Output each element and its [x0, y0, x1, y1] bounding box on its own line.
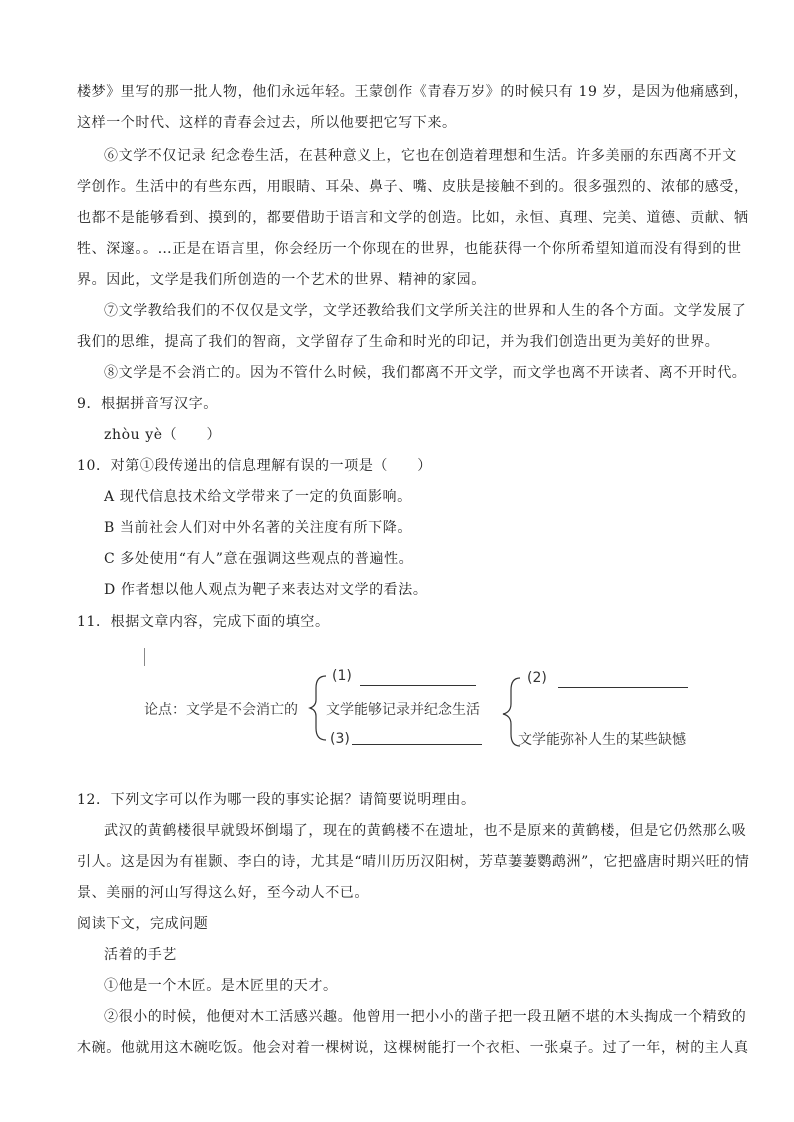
blank-1-label: (1): [332, 668, 352, 684]
article-para-1: ①他是一个木匠。是木匠里的天才。: [104, 978, 338, 994]
evidence-line: 引人。这是因为有崔颢、李白的诗，尤其是“晴川历历汉阳树，芳草萋萋鹦鹉洲”，它把盛唐时期兴旺的情: [77, 854, 750, 870]
right-point: 文学能弥补人生的某些缺憾: [518, 732, 686, 748]
paragraph-8-line: ⑧文学是不会消亡的。因为不管什么时候，我们都离不开文学，而文学也离不开读者、离不开时代。: [104, 365, 747, 381]
paragraph-line: 这样一个时代、这样的青春会过去，所以他要把它写下来。: [77, 115, 457, 131]
middle-point: 文学能够记录并纪念生活: [326, 702, 480, 718]
paragraph-line: 也都不是能够看到、摸到的，都要借助于语言和文学的创造。比如，永恒、真理、完美、道德、贡献、牺: [77, 210, 749, 226]
paragraph-7-line: ⑦文学教给我们的不仅仅是文学，文学还教给我们文学所关注的世界和人生的各个方面。文学发展了: [104, 303, 747, 319]
paragraph-line: 牲、深邃。。…正是在语言里，你会经历一个你现在的世界，也能获得一个你所希望知道而没有得到的世: [77, 241, 742, 257]
argument-diagram: [130, 648, 730, 758]
blank-3-label: (3): [330, 731, 350, 747]
option-d: D 作者想以他人观点为靶子来表达对文学的看法。: [104, 582, 428, 598]
paragraph-line: 学创作。生活中的有些东西，用眼睛、耳朵、鼻子、嘴、皮肤是接触不到的。很多强烈的、浓郁的感受，: [77, 179, 749, 195]
question-9: 9．根据拼音写汉字。: [77, 396, 218, 412]
pinyin-prompt: zhòu yè（ ）: [104, 427, 222, 443]
evidence-line: 武汉的黄鹤楼很早就毁坏倒塌了，现在的黄鹤楼不在遗址，也不是原来的黄鹤楼，但是它仍然那么吸: [104, 823, 747, 839]
paragraph-line: 界。因此，文学是我们所创造的一个艺术的世界、精神的家园。: [77, 272, 486, 288]
paragraph-line: 楼梦》里写的那一批人物，他们永远年轻。王蒙创作《青春万岁》的时候只有 19 岁，是因为他痛感到，: [77, 84, 749, 100]
question-10: 10．对第①段传递出的信息理解有误的一项是（ ）: [77, 458, 432, 474]
article-para-2: ②很小的时候，他便对木工活感兴趣。他曾用一把小小的凿子把一段丑陋不堪的木头掏成一个精致的: [104, 1009, 747, 1025]
reading-instruction: 阅读下文，完成问题: [77, 916, 209, 932]
blank-2-label: (2): [527, 670, 547, 686]
option-c: C 多处使用“有人”意在强调这些观点的普遍性。: [104, 551, 414, 567]
paragraph-6-line: ⑥文学不仅记录 纪念卷生活，在甚种意义上，它也在创造着理想和生活。许多美丽的东西离不开文: [104, 148, 737, 164]
question-11: 11．根据文章内容，完成下面的填空。: [77, 614, 330, 630]
evidence-line: 景、美丽的河山写得这么好，至今动人不已。: [77, 885, 369, 901]
option-b: B 当前社会人们对中外名著的关注度有所下降。: [104, 520, 412, 536]
option-a: A 现代信息技术给文学带来了一定的负面影响。: [104, 489, 412, 505]
blank-1-line[interactable]: [360, 685, 476, 686]
paragraph-line: 我们的思维，提高了我们的智商，文学留存了生命和时光的印记，并为我们创造出更为美好的世界。: [77, 334, 720, 350]
article-title: 活着的手艺: [104, 947, 177, 963]
article-para-2-cont: 木碗。他就用这木碗吃饭。他会对着一棵树说，这棵树能打一个衣柜、一张桌子。过了一年，树的主人真: [77, 1040, 749, 1056]
thesis-label: 论点：文学是不会消亡的: [144, 702, 298, 718]
blank-3-line[interactable]: [352, 744, 482, 745]
question-12: 12．下列文字可以作为哪一段的事实论据？请简要说明理由。: [77, 792, 476, 808]
blank-2-line[interactable]: [558, 687, 688, 688]
